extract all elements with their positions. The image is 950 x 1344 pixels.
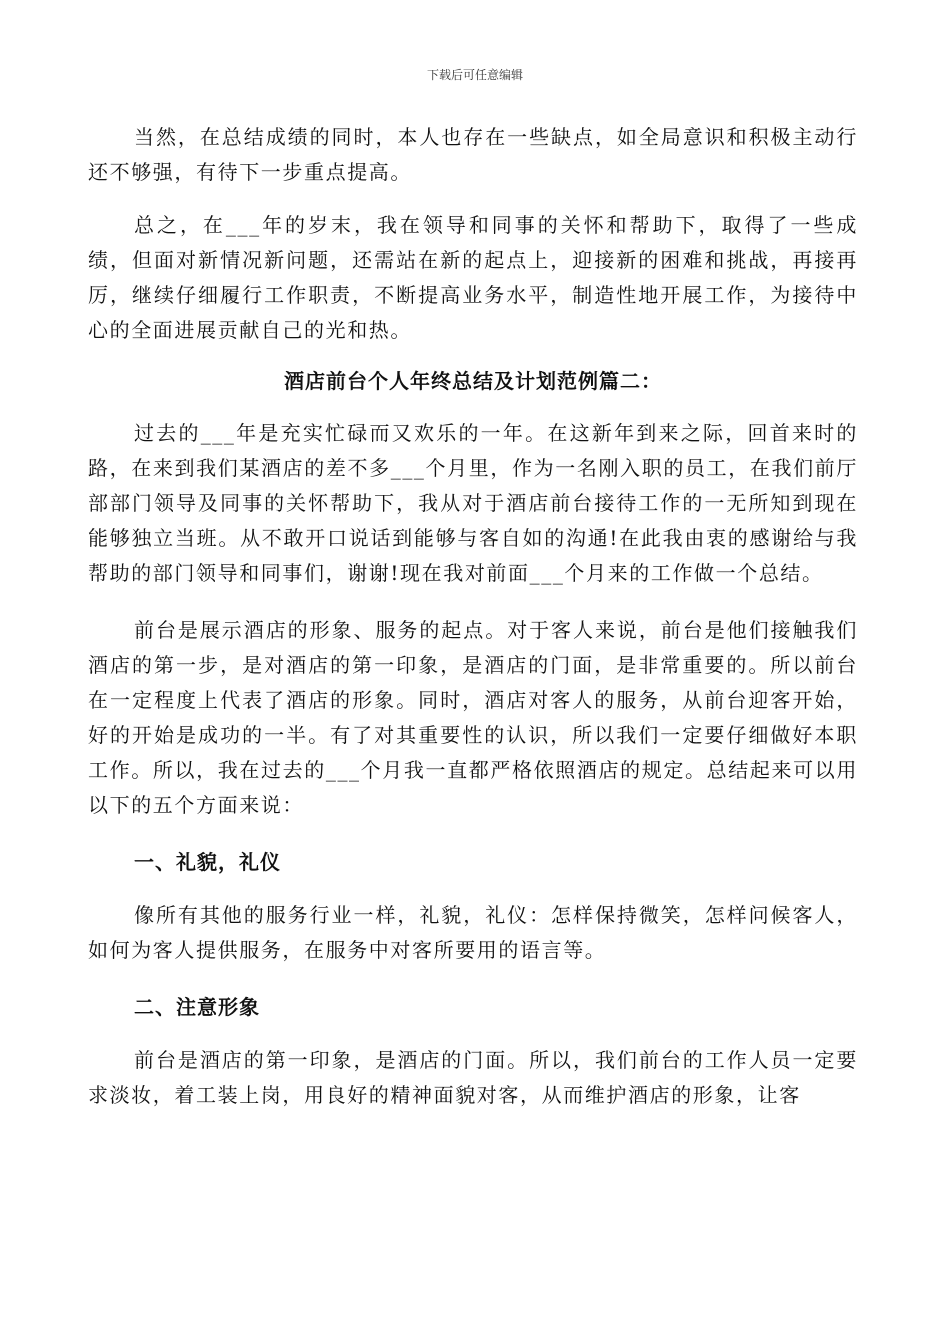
page-header: 下载后可任意编辑 — [426, 68, 523, 82]
paragraph-conclusion: 总之，在___年的岁末，我在领导和同事的关怀和帮助下，取得了一些成绩，但面对新情况新问题，还需站在新的起点上，迎接新的困难和挑战，再接再厉，继续仔细履行工作职责，不断提高业务水平，制造性地开展工作，为接待中心的全面进展贡献自己的光和热。 — [88, 213, 858, 342]
paragraph-etiquette: 像所有其他的服务行业一样，礼貌，礼仪：怎样保持微笑，怎样问候客人，如何为客人提供服务，在服务中对客所要用的语言等。 — [88, 903, 858, 962]
paragraph-shortcomings: 当然，在总结成绩的同时，本人也存在一些缺点，如全局意识和积极主动行还不够强，有待下一步重点提高。 — [88, 125, 858, 184]
paragraph-intro: 过去的___年是充实忙碌而又欢乐的一年。在这新年到来之际，回首来时的路，在来到我们某酒店的差不多___个月里，作为一名刚入职的员工，在我们前厅部部门领导及同事的关怀帮助下，我从对于酒店前台接待工作的一无所知到现在能够独立当班。从不敢开口说话到能够与客自如的沟通!在此我由衷的感谢给与我帮助的部门领导和同事们，谢谢!现在我对前面___个月来的工作做一个总结。 — [88, 421, 858, 585]
document-body — [88, 120, 858, 1113]
paragraph-front-desk: 前台是展示酒店的形象、服务的起点。对于客人来说，前台是他们接触我们酒店的第一步，是对酒店的第一印象，是酒店的门面，是非常重要的。所以前台在一定程度上代表了酒店的形象。同时，酒店对客人的服务，从前台迎客开始，好的开始是成功的一半。有了对其重要性的认识，所以我们一定要仔细做好本职工作。所以，我在过去的___个月我一直都严格依照酒店的规定。总结起来可以用以下的五个方面来说： — [88, 618, 858, 817]
paragraph-image: 前台是酒店的第一印象，是酒店的门面。所以，我们前台的工作人员一定要求淡妆，着工装上岗，用良好的精神面貌对客，从而维护酒店的形象，让客 — [88, 1048, 858, 1107]
subheading-etiquette: 一、礼貌，礼仪 — [134, 850, 281, 874]
section-title: 酒店前台个人年终总结及计划范例篇二： — [284, 369, 662, 393]
subheading-image: 二、注意形象 — [134, 995, 260, 1019]
